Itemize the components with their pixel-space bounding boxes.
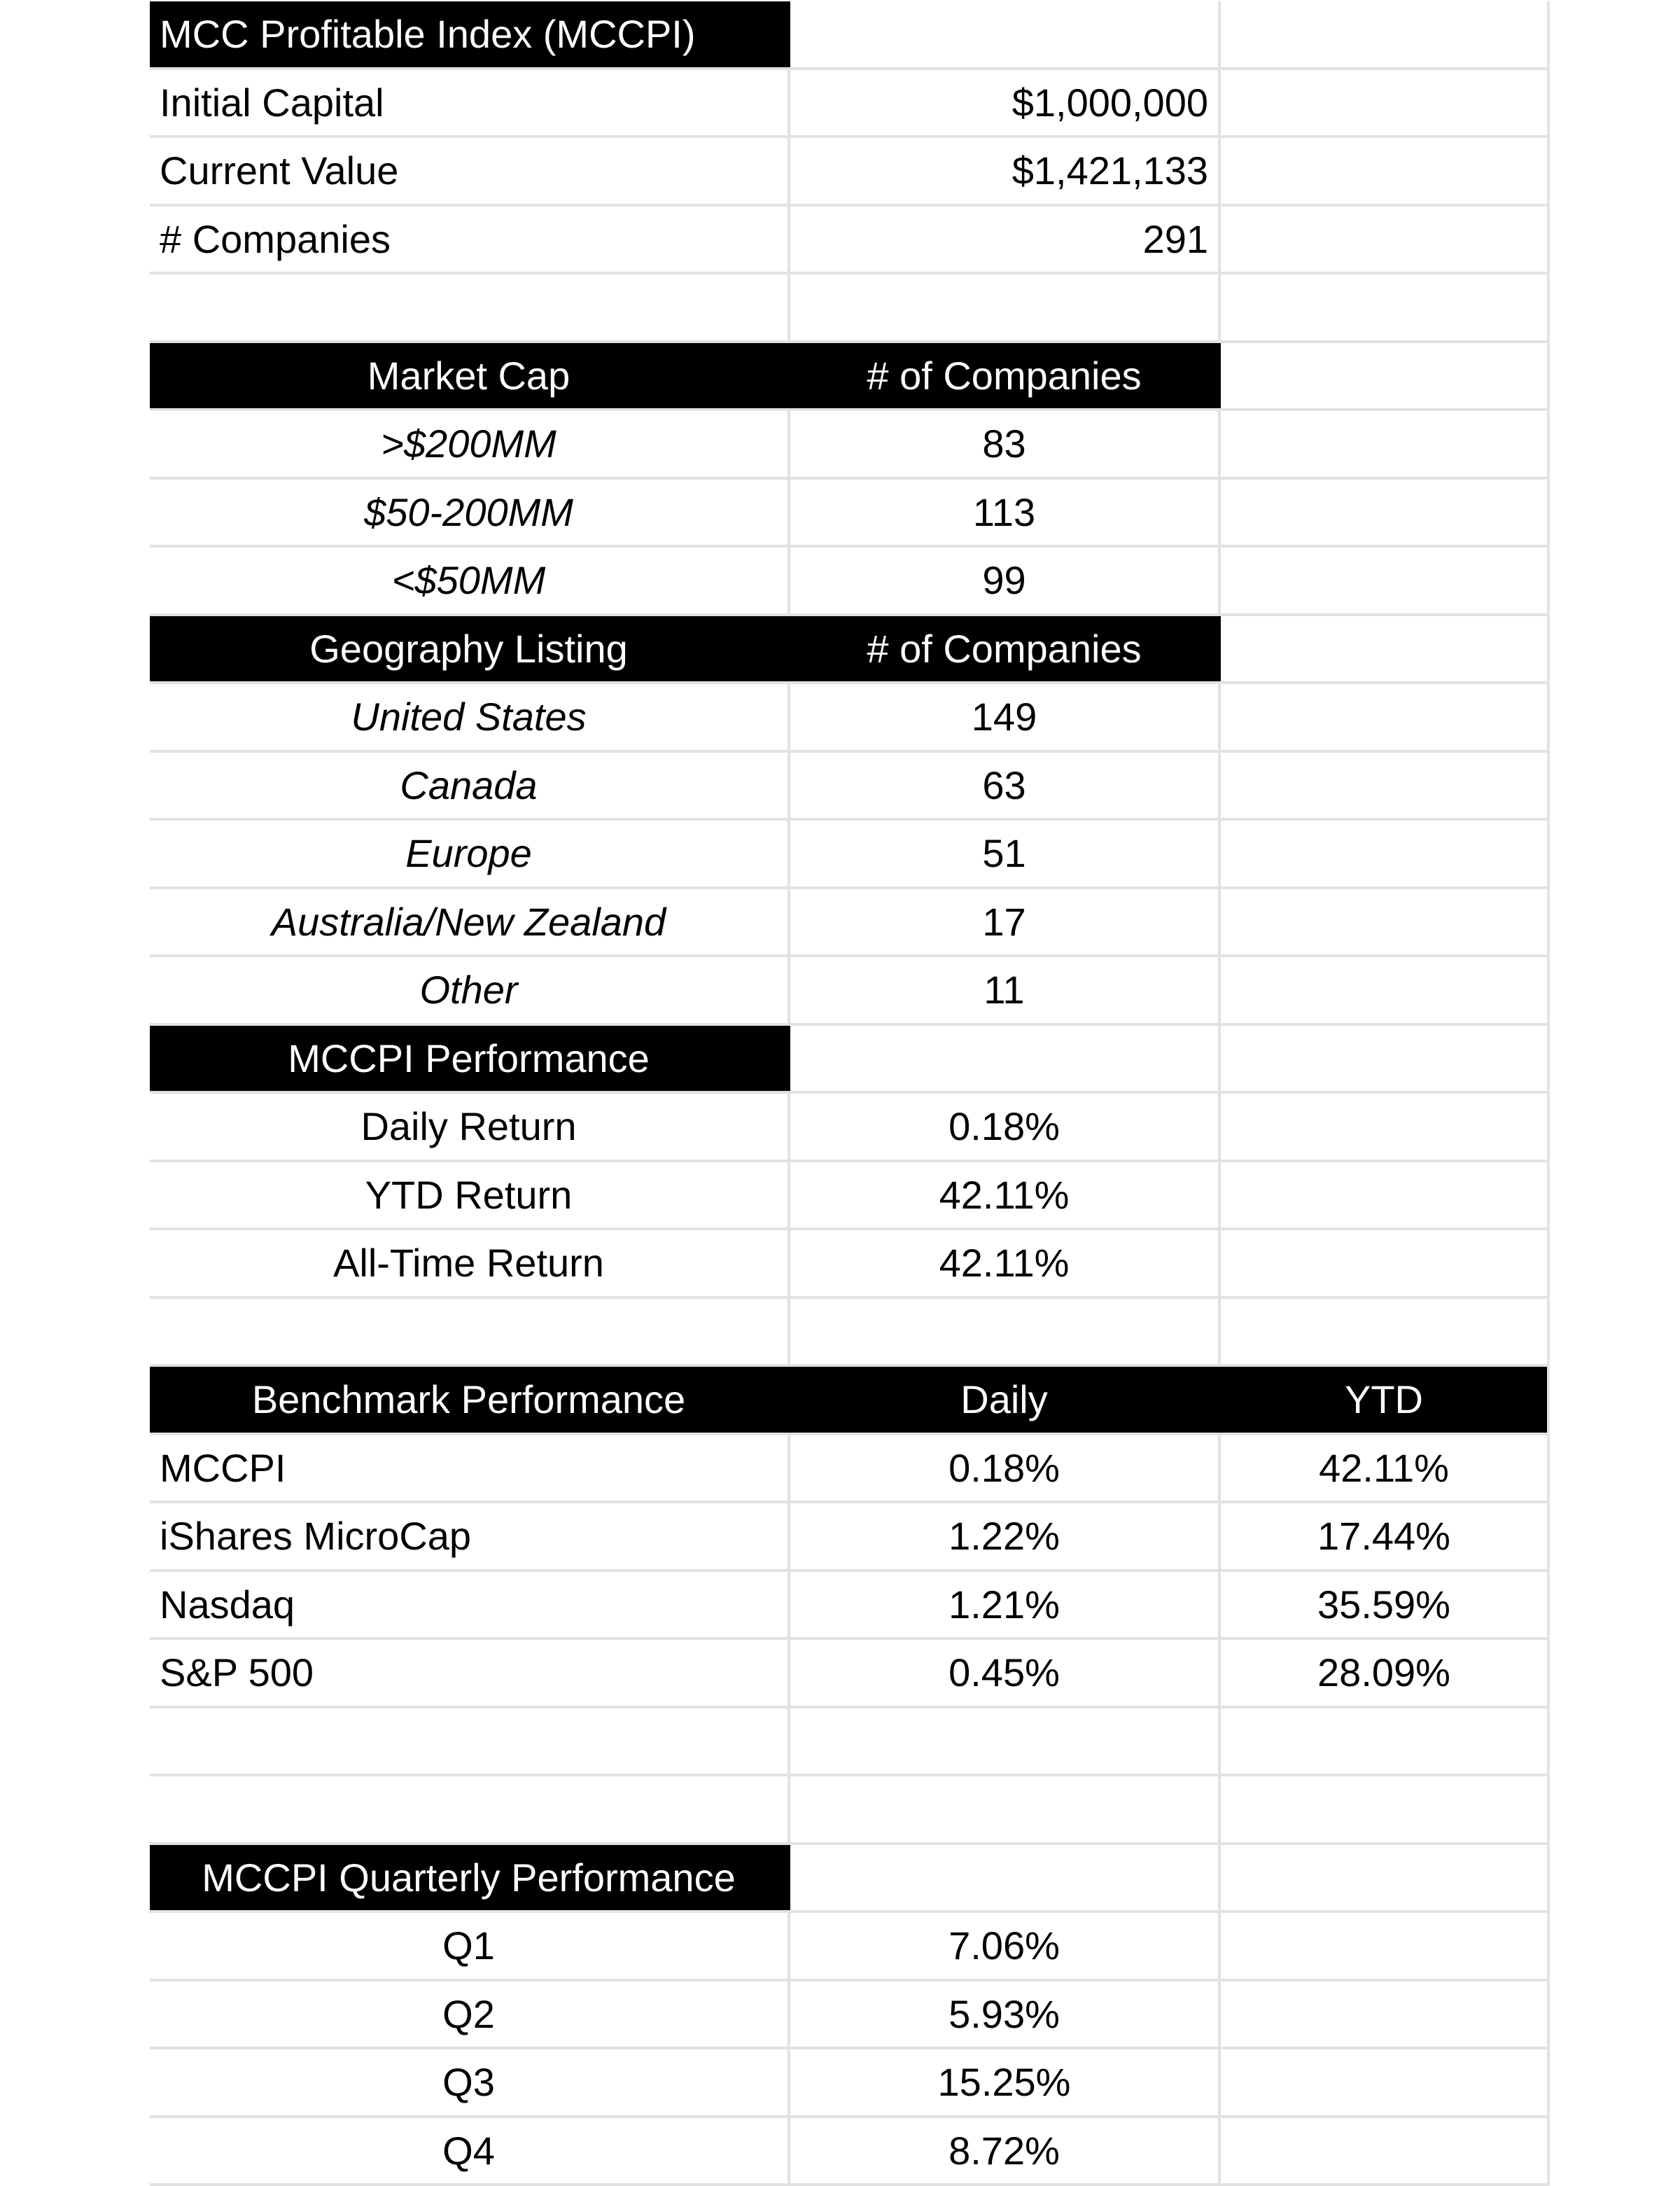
empty-cell[interactable] (1221, 1845, 1550, 1911)
geography-row (150, 753, 1550, 821)
market-cap-count[interactable]: 83 (790, 411, 1221, 477)
summary-row (150, 138, 1550, 207)
empty-cell[interactable] (1221, 1913, 1550, 1979)
summary-label[interactable]: Current Value (150, 138, 790, 204)
quarterly-header[interactable]: MCCPI Quarterly Performance (150, 1845, 790, 1911)
market-cap-row (150, 548, 1550, 616)
empty-cell[interactable] (790, 1026, 1221, 1092)
empty-cell[interactable] (150, 1776, 790, 1842)
empty-cell[interactable] (1221, 1708, 1550, 1774)
empty-cell[interactable] (1221, 274, 1550, 340)
empty-cell[interactable] (1221, 821, 1550, 886)
empty-cell[interactable] (1221, 1230, 1550, 1296)
geography-header[interactable]: Geography Listing (150, 616, 790, 682)
market-cap-row (150, 480, 1550, 548)
quarter-value[interactable]: 15.25% (790, 2049, 1221, 2115)
summary-row (150, 207, 1550, 275)
geography-label[interactable]: Other (150, 957, 790, 1023)
empty-cell[interactable] (1221, 1094, 1550, 1160)
geography-row (150, 821, 1550, 889)
blank-row (150, 274, 1550, 343)
empty-cell[interactable] (1221, 753, 1550, 819)
empty-cell[interactable] (790, 1299, 1221, 1365)
benchmark-daily-header[interactable]: Daily (790, 1367, 1221, 1433)
performance-row (150, 1230, 1550, 1299)
geography-row (150, 889, 1550, 958)
benchmark-header[interactable]: Benchmark Performance (150, 1367, 790, 1433)
geography-row (150, 684, 1550, 753)
quarter-label[interactable]: Q4 (150, 2118, 790, 2184)
benchmark-name[interactable]: Nasdaq (150, 1572, 790, 1638)
performance-value[interactable]: 0.18% (790, 1094, 1221, 1160)
spreadsheet-grid (150, 1, 1550, 2186)
quarter-value[interactable]: 8.72% (790, 2118, 1221, 2184)
benchmark-ytd-header[interactable]: YTD (1221, 1367, 1550, 1433)
benchmark-daily[interactable]: 1.21% (790, 1572, 1221, 1638)
empty-cell[interactable] (1221, 1026, 1550, 1092)
empty-cell[interactable] (1221, 480, 1550, 545)
benchmark-daily[interactable]: 0.18% (790, 1435, 1221, 1501)
empty-cell[interactable] (150, 1708, 790, 1774)
quarter-value[interactable]: 5.93% (790, 1982, 1221, 2047)
benchmark-ytd[interactable]: 35.59% (1221, 1572, 1550, 1638)
summary-title[interactable]: MCC Profitable Index (MCCPI) (150, 1, 790, 67)
performance-value[interactable]: 42.11% (790, 1162, 1221, 1228)
benchmark-name[interactable]: S&P 500 (150, 1640, 790, 1706)
empty-cell[interactable] (1221, 70, 1550, 136)
quarter-label[interactable]: Q1 (150, 1913, 790, 1979)
quarter-label[interactable]: Q3 (150, 2049, 790, 2115)
empty-cell[interactable] (790, 1845, 1221, 1911)
quarterly-row (150, 1982, 1550, 2050)
benchmark-row (150, 1640, 1550, 1708)
blank-row (150, 1776, 1550, 1845)
empty-cell[interactable] (1221, 1982, 1550, 2047)
benchmark-ytd[interactable]: 42.11% (1221, 1435, 1550, 1501)
market-cap-row (150, 411, 1550, 480)
quarterly-row (150, 2049, 1550, 2118)
performance-label[interactable]: All-Time Return (150, 1230, 790, 1296)
empty-cell[interactable] (790, 1708, 1221, 1774)
empty-cell[interactable] (150, 1299, 790, 1365)
benchmark-ytd[interactable]: 28.09% (1221, 1640, 1550, 1706)
empty-cell[interactable] (1221, 2049, 1550, 2115)
blank-row (150, 1708, 1550, 1777)
geography-row (150, 957, 1550, 1026)
performance-label[interactable]: YTD Return (150, 1162, 790, 1228)
benchmark-row (150, 1572, 1550, 1641)
summary-value[interactable]: $1,000,000 (790, 70, 1221, 136)
empty-cell[interactable] (1221, 1776, 1550, 1842)
summary-label[interactable]: # Companies (150, 207, 790, 272)
market-cap-count-header[interactable]: # of Companies (790, 343, 1221, 409)
benchmark-ytd[interactable]: 17.44% (1221, 1503, 1550, 1569)
geography-label[interactable]: Australia/New Zealand (150, 889, 790, 955)
performance-value[interactable]: 42.11% (790, 1230, 1221, 1296)
quarterly-row (150, 2118, 1550, 2186)
performance-header-row (150, 1026, 1550, 1094)
benchmark-name[interactable]: iShares MicroCap (150, 1503, 790, 1569)
summary-row (150, 70, 1550, 139)
quarter-value[interactable]: 7.06% (790, 1913, 1221, 1979)
performance-header[interactable]: MCCPI Performance (150, 1026, 790, 1092)
benchmark-row (150, 1435, 1550, 1504)
empty-cell[interactable] (1221, 411, 1550, 477)
empty-cell[interactable] (1221, 684, 1550, 750)
empty-cell[interactable] (1221, 343, 1550, 409)
benchmark-row (150, 1503, 1550, 1572)
geography-label[interactable]: United States (150, 684, 790, 750)
empty-cell[interactable] (1221, 138, 1550, 204)
summary-title-row (150, 1, 1550, 70)
summary-label[interactable]: Initial Capital (150, 70, 790, 136)
summary-value[interactable]: $1,421,133 (790, 138, 1221, 204)
benchmark-name[interactable]: MCCPI (150, 1435, 790, 1501)
benchmark-daily[interactable]: 0.45% (790, 1640, 1221, 1706)
summary-value[interactable]: 291 (790, 207, 1221, 272)
empty-cell[interactable] (1221, 2118, 1550, 2184)
quarter-label[interactable]: Q2 (150, 1982, 790, 2047)
market-cap-count[interactable]: 113 (790, 480, 1221, 545)
blank-row (150, 1299, 1550, 1367)
empty-cell[interactable] (1221, 548, 1550, 613)
market-cap-label[interactable]: >$200MM (150, 411, 790, 477)
empty-cell[interactable] (1221, 207, 1550, 272)
market-cap-label[interactable]: $50-200MM (150, 480, 790, 545)
geography-count[interactable]: 51 (790, 821, 1221, 886)
geography-count-header[interactable]: # of Companies (790, 616, 1221, 682)
quarterly-header-row (150, 1845, 1550, 1914)
market-cap-label[interactable]: <$50MM (150, 548, 790, 613)
geography-count[interactable]: 63 (790, 753, 1221, 819)
performance-row (150, 1162, 1550, 1231)
empty-cell[interactable] (790, 274, 1221, 340)
benchmark-daily[interactable]: 1.22% (790, 1503, 1221, 1569)
geography-count[interactable]: 149 (790, 684, 1221, 750)
geography-label[interactable]: Canada (150, 753, 790, 819)
empty-cell[interactable] (790, 1776, 1221, 1842)
geography-count[interactable]: 11 (790, 957, 1221, 1023)
performance-label[interactable]: Daily Return (150, 1094, 790, 1160)
empty-cell[interactable] (790, 1, 1221, 67)
empty-cell[interactable] (1221, 1, 1550, 67)
empty-cell[interactable] (150, 274, 790, 340)
empty-cell[interactable] (1221, 1162, 1550, 1228)
empty-cell[interactable] (1221, 957, 1550, 1023)
performance-row (150, 1094, 1550, 1162)
market-cap-count[interactable]: 99 (790, 548, 1221, 613)
empty-cell[interactable] (1221, 889, 1550, 955)
quarterly-row (150, 1913, 1550, 1982)
geography-header-row (150, 616, 1550, 685)
benchmark-header-row (150, 1367, 1550, 1435)
empty-cell[interactable] (1221, 1299, 1550, 1365)
geography-label[interactable]: Europe (150, 821, 790, 886)
market-cap-header-row (150, 343, 1550, 412)
market-cap-header[interactable]: Market Cap (150, 343, 790, 409)
geography-count[interactable]: 17 (790, 889, 1221, 955)
empty-cell[interactable] (1221, 616, 1550, 682)
